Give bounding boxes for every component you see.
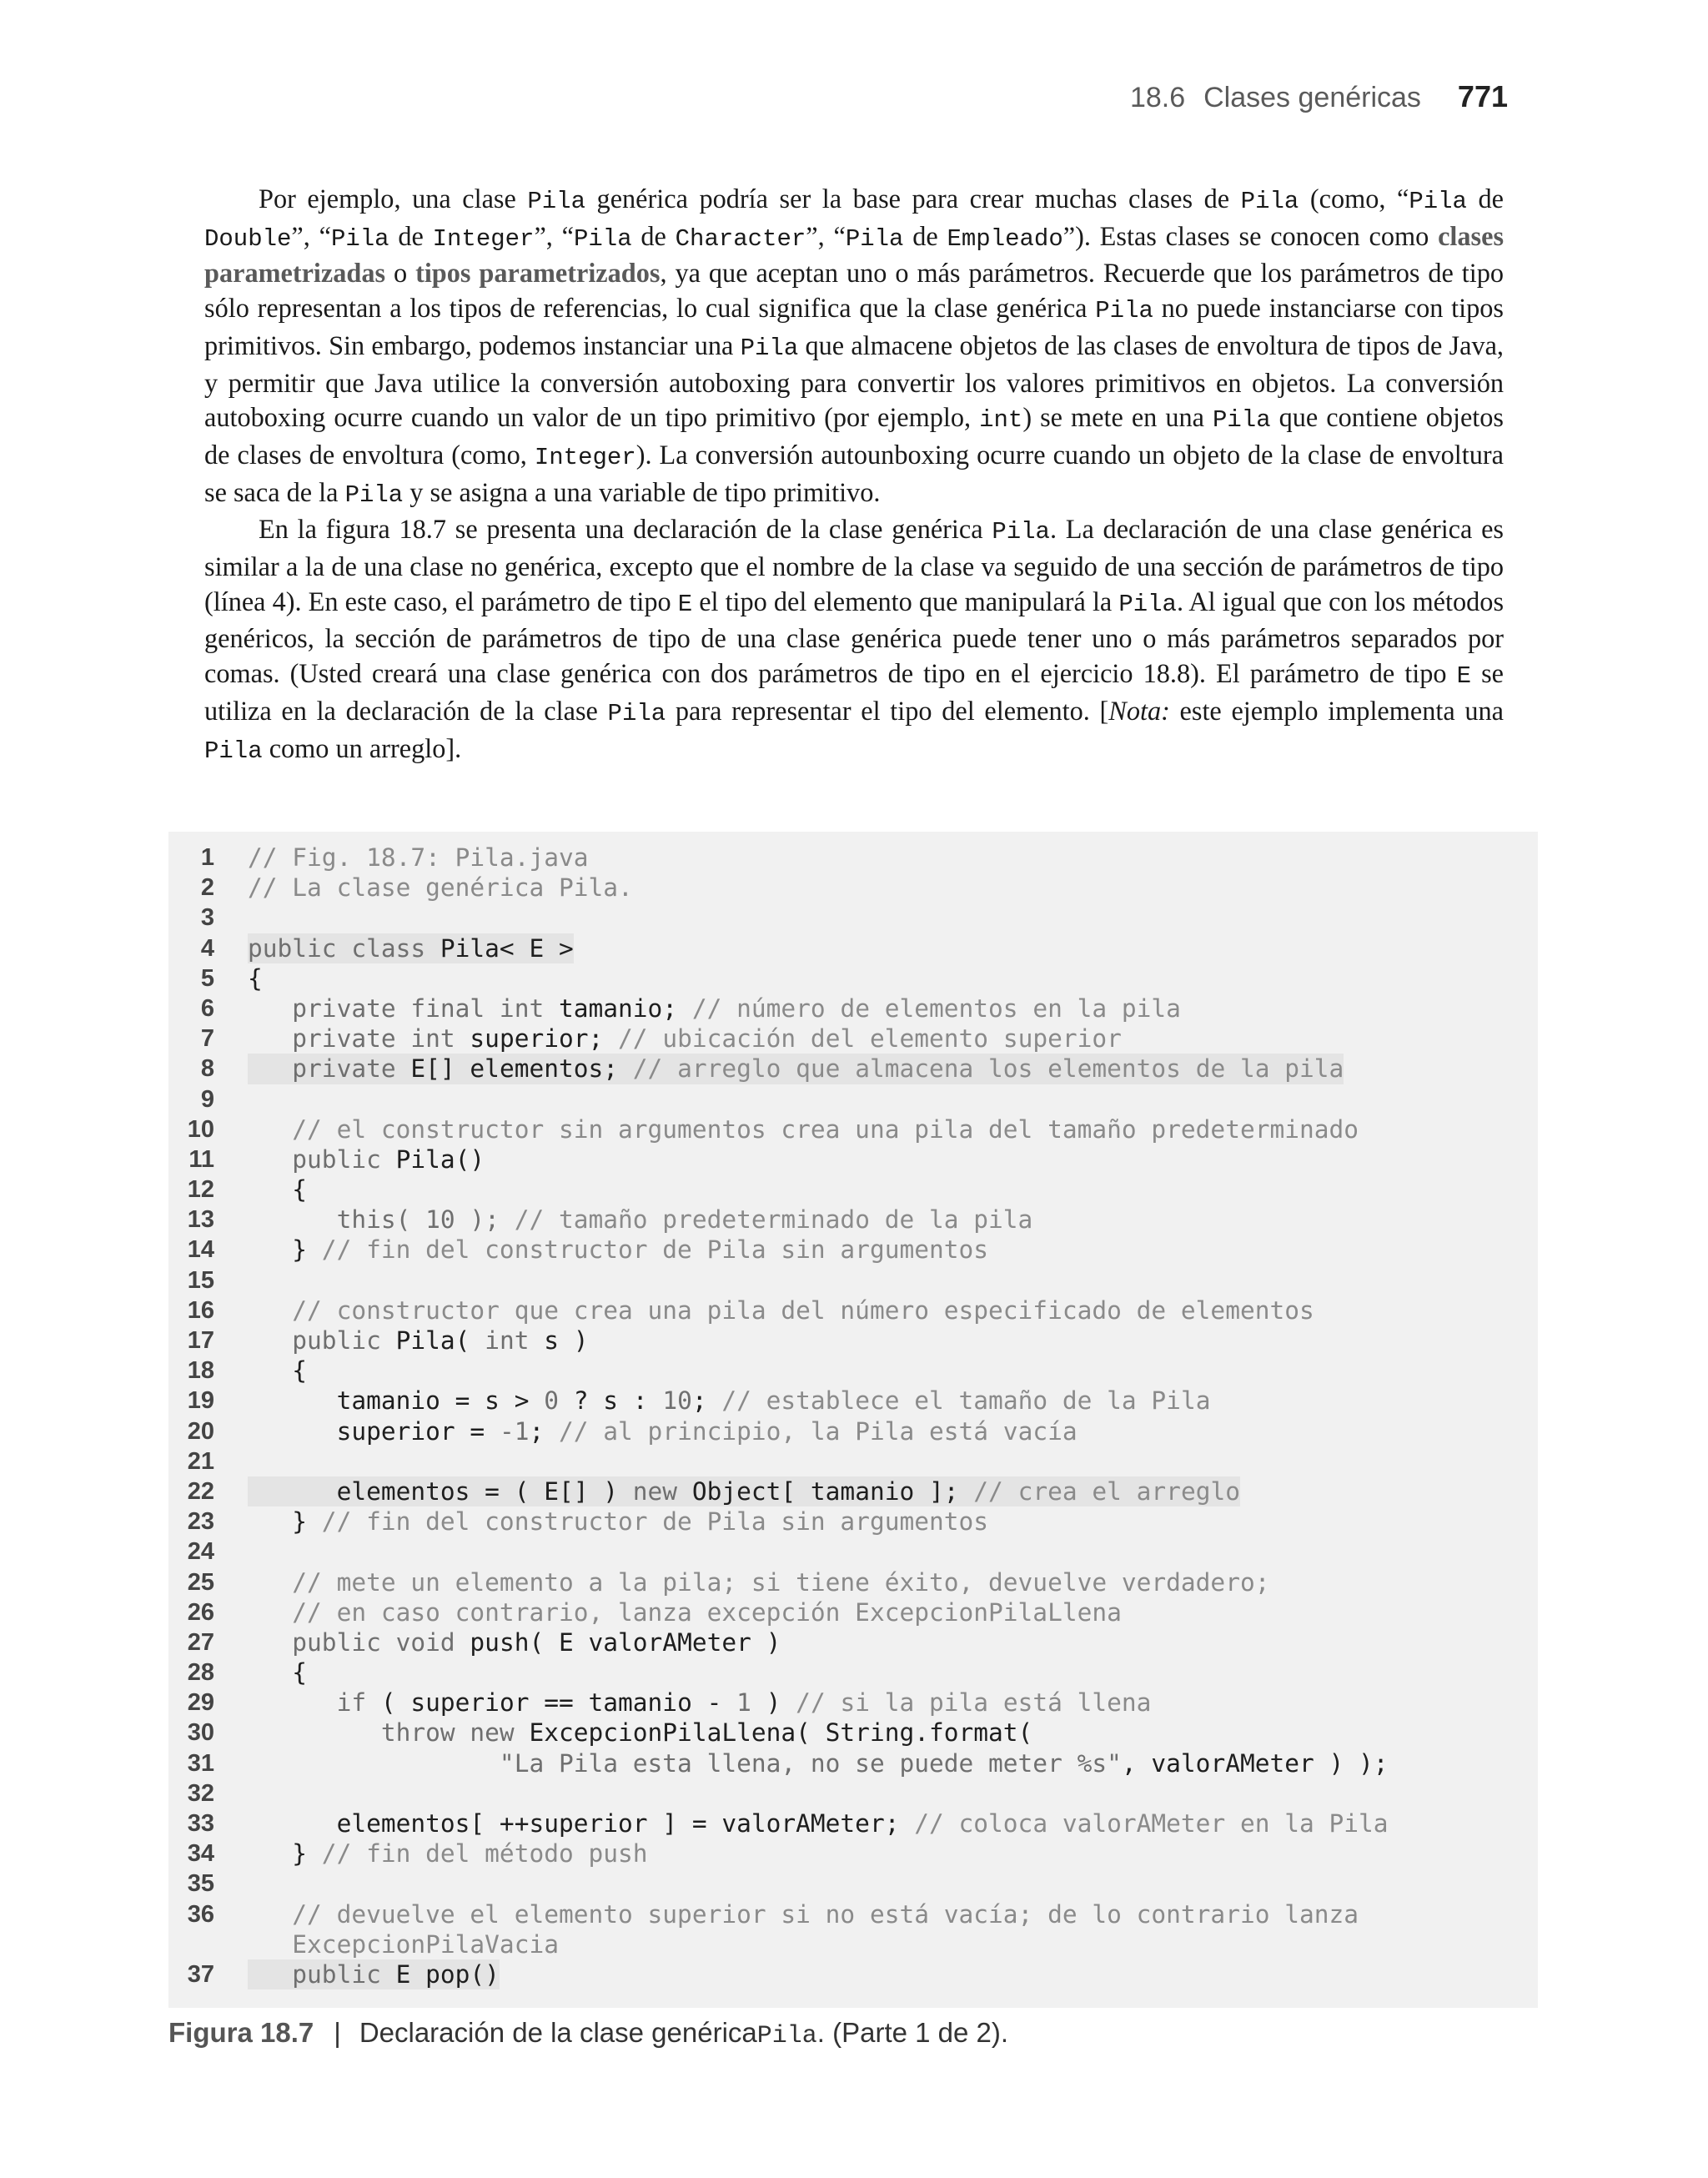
code-text	[248, 1718, 1032, 1748]
code-comment: // al principio, la Pila está vacía	[544, 1416, 1078, 1446]
code-comment: // en caso contrario, lanza excepción ExcepcionPilaLlena	[248, 1597, 1122, 1627]
line-number: 8	[200, 1055, 214, 1083]
code-comment: // constructor que crea una pila del número especificado de elementos	[248, 1295, 1314, 1325]
paragraph	[204, 182, 1504, 512]
code-comment: ExcepcionPilaVacia	[248, 1929, 559, 1959]
code-text	[248, 1175, 307, 1205]
code-token: ExcepcionPilaLlena( String.format(	[529, 1718, 1033, 1748]
text-run: ). La conversión autounboxing ocurre cuando un objeto de la clase de envoltura se saca de la	[204, 439, 1504, 507]
code-line	[168, 1537, 1538, 1567]
code-token: E[] elementos;	[410, 1054, 619, 1084]
code-keyword: 10	[662, 1386, 692, 1416]
code-line	[168, 963, 1538, 993]
inline-code: int	[979, 406, 1023, 435]
code-text	[248, 843, 589, 873]
code-line	[168, 1084, 1538, 1114]
code-token: E pop()	[395, 1959, 500, 1989]
text-run: el tipo del elemento que manipulará la	[692, 586, 1119, 616]
code-text	[248, 963, 263, 993]
inline-code: E	[677, 590, 693, 618]
code-token: superior;	[470, 1024, 604, 1054]
code-text	[248, 1114, 1359, 1144]
line-number: 22	[187, 1477, 214, 1505]
code-keyword: if	[248, 1688, 381, 1718]
code-comment: // si la pila está llena	[781, 1688, 1152, 1718]
code-text	[248, 1929, 559, 1959]
code-keyword: "La Pila esta llena, no se puede meter %s"	[248, 1748, 1122, 1778]
text-run: de	[631, 220, 676, 251]
code-token: }	[248, 1507, 308, 1537]
line-number: 5	[200, 964, 214, 992]
code-token: ;	[691, 1386, 707, 1416]
code-line	[168, 1356, 1538, 1386]
code-text	[248, 1205, 1032, 1235]
code-text	[248, 1356, 307, 1386]
code-keyword: public	[248, 1144, 396, 1174]
text-run: ”, “	[291, 220, 331, 251]
code-comment: // arreglo que almacena los elementos de la pila	[618, 1054, 1344, 1084]
code-text	[248, 1235, 988, 1265]
code-line	[168, 903, 1538, 933]
code-line	[168, 1144, 1538, 1175]
code-text	[248, 1144, 485, 1175]
code-line	[168, 1959, 1538, 1989]
code-text	[248, 1688, 1151, 1718]
code-keyword: 1	[736, 1688, 751, 1718]
code-keyword: public class	[248, 933, 440, 963]
body-text	[204, 182, 1504, 768]
code-text	[248, 1808, 1389, 1838]
code-text	[248, 993, 1181, 1024]
code-line	[168, 1567, 1538, 1597]
code-text	[248, 1627, 781, 1657]
code-comment: // fin del método push	[307, 1839, 648, 1869]
inline-code: Character	[675, 224, 806, 253]
caption-text-end: . (Parte 1 de 2).	[816, 2017, 1009, 2048]
text-run: En la figura 18.7 se presenta una declaración de la clase genérica	[259, 514, 992, 545]
code-line	[168, 1386, 1538, 1416]
code-line	[168, 1718, 1538, 1748]
code-token: }	[248, 1235, 308, 1265]
text-run: . La declaración de una clase genérica es similar a la de una clase no genérica, excepto que el nombre de la clase va seguido de una sección de parámetros de tipo (línea 4). En este caso, el parámetro de tipo	[204, 514, 1504, 616]
text-run: Por ejemplo, una clase	[259, 184, 528, 214]
code-token: {	[248, 963, 263, 993]
inline-code: Pila	[740, 334, 799, 362]
code-line	[168, 1205, 1538, 1235]
code-keyword: public	[248, 1326, 396, 1355]
key-term: tipos parametrizados	[415, 258, 661, 289]
code-keyword: private final int	[248, 993, 559, 1023]
line-number: 35	[187, 1870, 214, 1898]
inline-code: Pila	[607, 699, 666, 727]
code-token: {	[248, 1658, 308, 1688]
code-line	[168, 1748, 1538, 1778]
text-run: para representar el tipo del elemento. [	[666, 695, 1109, 726]
figure-label: Figura 18.7	[168, 2017, 314, 2048]
text-run: de	[389, 220, 433, 251]
section-title: Clases genéricas	[1203, 82, 1421, 113]
code-keyword: public void	[248, 1627, 470, 1657]
line-number: 37	[187, 1960, 214, 1988]
code-line	[168, 1778, 1538, 1808]
text-run: genérica podría ser la base para crear muchas clases de	[585, 184, 1241, 214]
code-keyword: throw new	[248, 1718, 530, 1748]
code-comment: // número de elementos en la pila	[677, 993, 1181, 1023]
code-lines	[168, 843, 1538, 1989]
code-token: Pila(	[395, 1326, 485, 1355]
text-run: o	[385, 258, 416, 289]
code-listing	[168, 832, 1538, 2008]
line-number: 14	[187, 1236, 214, 1264]
line-number: 21	[187, 1447, 214, 1475]
code-token: {	[248, 1356, 308, 1386]
text-run: no puede instanciarse con tipos primitivos. Sin embargo, podemos instanciar una	[204, 293, 1504, 360]
text-run: de	[1466, 184, 1504, 214]
text-run: (como, “	[1299, 184, 1409, 214]
code-token: , valorAMeter ) );	[1121, 1748, 1389, 1778]
line-number: 11	[188, 1145, 214, 1173]
code-keyword: 0	[544, 1386, 559, 1416]
text-run: como un arreglo].	[262, 732, 462, 763]
code-text	[248, 1959, 500, 1989]
code-keyword: int	[485, 1326, 545, 1355]
line-number: 27	[187, 1628, 214, 1656]
inline-code: Pila	[1240, 188, 1299, 215]
line-number: 4	[200, 934, 214, 962]
code-token: superior =	[248, 1416, 500, 1446]
code-keyword: this( 10 );	[248, 1205, 500, 1235]
inline-code: Integer	[432, 224, 535, 253]
line-number: 16	[187, 1296, 214, 1324]
code-text	[248, 1838, 648, 1869]
code-line	[168, 1235, 1538, 1265]
inline-code: Pila	[1095, 297, 1153, 325]
line-number: 17	[187, 1327, 214, 1354]
line-number: 28	[187, 1659, 214, 1687]
code-token: Pila()	[395, 1144, 485, 1174]
inline-code: Pila	[1212, 406, 1271, 435]
inline-code: Double	[204, 224, 292, 253]
code-line	[168, 1597, 1538, 1627]
code-text	[248, 1054, 1344, 1084]
line-number: 18	[187, 1357, 214, 1385]
code-line	[168, 843, 1538, 873]
code-line	[168, 873, 1538, 903]
code-line	[168, 1054, 1538, 1084]
code-line	[168, 1295, 1538, 1325]
line-number: 9	[200, 1085, 214, 1113]
text-run: ) se mete en una	[1022, 402, 1213, 433]
code-comment: // coloca valorAMeter en la Pila	[899, 1809, 1389, 1838]
code-token: ;	[529, 1416, 545, 1446]
code-keyword: private	[248, 1054, 411, 1084]
inline-code: Empleado	[947, 224, 1063, 253]
code-text	[248, 933, 574, 963]
line-number: 24	[187, 1538, 214, 1566]
code-line	[168, 1446, 1538, 1476]
code-line	[168, 1416, 1538, 1446]
inline-code: E	[1456, 662, 1472, 691]
code-comment: // el constructor sin argumentos crea una pila del tamaño predeterminado	[248, 1114, 1359, 1144]
inline-code: Pila	[204, 737, 263, 765]
code-keyword: public	[248, 1959, 396, 1989]
code-line	[168, 933, 1538, 963]
code-token: elementos[ ++superior ] = valorAMeter;	[248, 1809, 900, 1838]
code-line	[168, 1838, 1538, 1869]
line-number: 25	[187, 1568, 214, 1596]
code-line	[168, 1506, 1538, 1537]
caption-separator: |	[334, 2017, 341, 2048]
line-number: 34	[187, 1840, 214, 1868]
code-text	[248, 1325, 589, 1356]
code-keyword: private int	[248, 1024, 470, 1054]
line-number: 33	[187, 1810, 214, 1837]
text-run: ”). Estas clases se conocen como	[1062, 220, 1439, 251]
code-token: tamanio = s >	[248, 1386, 545, 1416]
code-text	[248, 1416, 1078, 1446]
text-run: este ejemplo implementa una	[1169, 695, 1504, 726]
line-number: 20	[187, 1417, 214, 1445]
text-run: ”, “	[534, 220, 574, 251]
section-heading	[1130, 82, 1421, 114]
code-text	[248, 1024, 1122, 1054]
code-token: )	[751, 1688, 781, 1718]
inline-code: Pila	[330, 224, 389, 253]
code-token: push( E valorAMeter )	[470, 1627, 781, 1657]
code-text	[248, 1476, 1240, 1506]
code-text	[248, 1506, 988, 1537]
inline-code: Pila	[573, 224, 632, 253]
code-line	[168, 1476, 1538, 1506]
line-number: 7	[200, 1025, 214, 1053]
text-run: que almacene objetos de las clases de envoltura de tipos de Java, y permitir que Java utilice la conversión autoboxing para convertir los valores primitivos en objetos. La conversión autoboxing ocurre cuando un valor de un tipo primitivo (por ejemplo,	[204, 329, 1504, 433]
key-term: clases parametrizadas	[204, 220, 1505, 289]
code-token: elementos = ( E[] )	[248, 1476, 633, 1506]
code-comment: // La clase genérica Pila.	[248, 873, 633, 903]
line-number: 19	[187, 1387, 214, 1415]
code-line	[168, 1899, 1538, 1929]
inline-code: Pila	[1409, 188, 1467, 215]
code-token: ( superior == tamanio -	[380, 1688, 737, 1718]
paragraph	[204, 512, 1504, 768]
section-number: 18.6	[1129, 82, 1186, 113]
code-text	[248, 1597, 1122, 1627]
code-comment: // ubicación del elemento superior	[603, 1024, 1122, 1054]
code-comment: // tamaño predeterminado de la pila	[499, 1205, 1033, 1235]
text-run: , ya que aceptan uno o más parámetros. Recuerde que los parámetros de tipo sólo representan a los tipos de referencias, lo cual significa que la clase genérica	[204, 258, 1505, 324]
inline-code: Pila	[992, 518, 1050, 546]
code-token: ? s :	[558, 1386, 663, 1416]
code-token: s )	[544, 1326, 589, 1355]
line-number: 2	[200, 874, 214, 902]
line-number: 10	[187, 1115, 214, 1143]
text-run: y se asigna a una variable de tipo primitivo.	[403, 476, 881, 507]
text-run: de	[903, 220, 947, 251]
code-line	[168, 1869, 1538, 1899]
line-number: 3	[200, 904, 214, 932]
line-number: 13	[187, 1206, 214, 1234]
code-line	[168, 1265, 1538, 1295]
code-line	[168, 1627, 1538, 1657]
code-comment: // fin del constructor de Pila sin argumentos	[307, 1235, 989, 1265]
caption-text: Declaración de la clase genérica	[359, 2017, 757, 2048]
inline-code: Integer	[534, 443, 636, 471]
code-text	[248, 1748, 1389, 1778]
code-comment: // devuelve el elemento superior si no está vacía; de lo contrario lanza	[248, 1899, 1359, 1929]
code-text	[248, 1657, 307, 1688]
code-line	[168, 1688, 1538, 1718]
code-comment: // Fig. 18.7: Pila.java	[248, 843, 589, 872]
code-token: Pila< E >	[440, 933, 574, 963]
line-number: 31	[187, 1749, 214, 1777]
code-token: Object[ tamanio ];	[691, 1476, 959, 1506]
code-line	[168, 1024, 1538, 1054]
code-line	[168, 1808, 1538, 1838]
code-keyword: -1	[499, 1416, 530, 1446]
code-text	[248, 873, 633, 903]
line-number: 1	[200, 844, 214, 871]
inline-code: Pila	[344, 480, 404, 509]
line-number: 30	[187, 1719, 214, 1747]
inline-code: Pila	[1118, 590, 1177, 618]
line-number: 12	[187, 1176, 214, 1204]
inline-code: Pila	[527, 188, 585, 215]
running-header	[1130, 79, 1508, 114]
code-line	[168, 1325, 1538, 1356]
code-text	[248, 1295, 1314, 1325]
code-line	[168, 1175, 1538, 1205]
code-token: tamanio;	[558, 993, 678, 1023]
line-number: 36	[187, 1900, 214, 1928]
code-comment: // mete un elemento a la pila; si tiene éxito, devuelve verdadero;	[248, 1567, 1270, 1597]
emphasis: Nota:	[1108, 695, 1170, 726]
code-token: {	[248, 1175, 308, 1205]
figure-caption	[168, 2017, 1008, 2050]
code-text	[248, 1899, 1359, 1929]
code-text	[248, 1386, 1210, 1416]
line-number: 15	[187, 1266, 214, 1294]
text-run: ”, “	[806, 220, 846, 251]
text-run: que contiene objetos de clases de envoltura (como,	[204, 402, 1504, 470]
code-line	[168, 1114, 1538, 1144]
code-comment: // establece el tamaño de la Pila	[706, 1386, 1211, 1416]
line-number: 6	[200, 994, 214, 1022]
caption-code: Pila	[756, 2022, 817, 2050]
code-line	[168, 1657, 1538, 1688]
line-number: 29	[187, 1689, 214, 1717]
line-number: 23	[187, 1508, 214, 1536]
code-text	[248, 1567, 1269, 1597]
line-number: 26	[187, 1598, 214, 1626]
code-comment: // fin del constructor de Pila sin argumentos	[307, 1507, 989, 1537]
inline-code: Pila	[845, 224, 904, 253]
code-token: }	[248, 1839, 308, 1869]
line-number: 32	[187, 1779, 214, 1807]
code-line	[168, 993, 1538, 1024]
code-keyword: new	[632, 1476, 692, 1506]
page-number: 771	[1457, 79, 1508, 113]
text-run: . Al igual que con los métodos genéricos, la sección de parámetros de tipo de una clase genérica puede tener uno o más parámetros separados por comas. (Usted creará una clase genérica con dos parámetros de tipo en el ejercicio 18.8). El parámetro de tipo	[204, 586, 1505, 689]
code-line	[168, 1929, 1538, 1959]
text-run: se utiliza en la declaración de la clase	[204, 658, 1504, 726]
code-comment: // crea el arreglo	[958, 1476, 1240, 1506]
